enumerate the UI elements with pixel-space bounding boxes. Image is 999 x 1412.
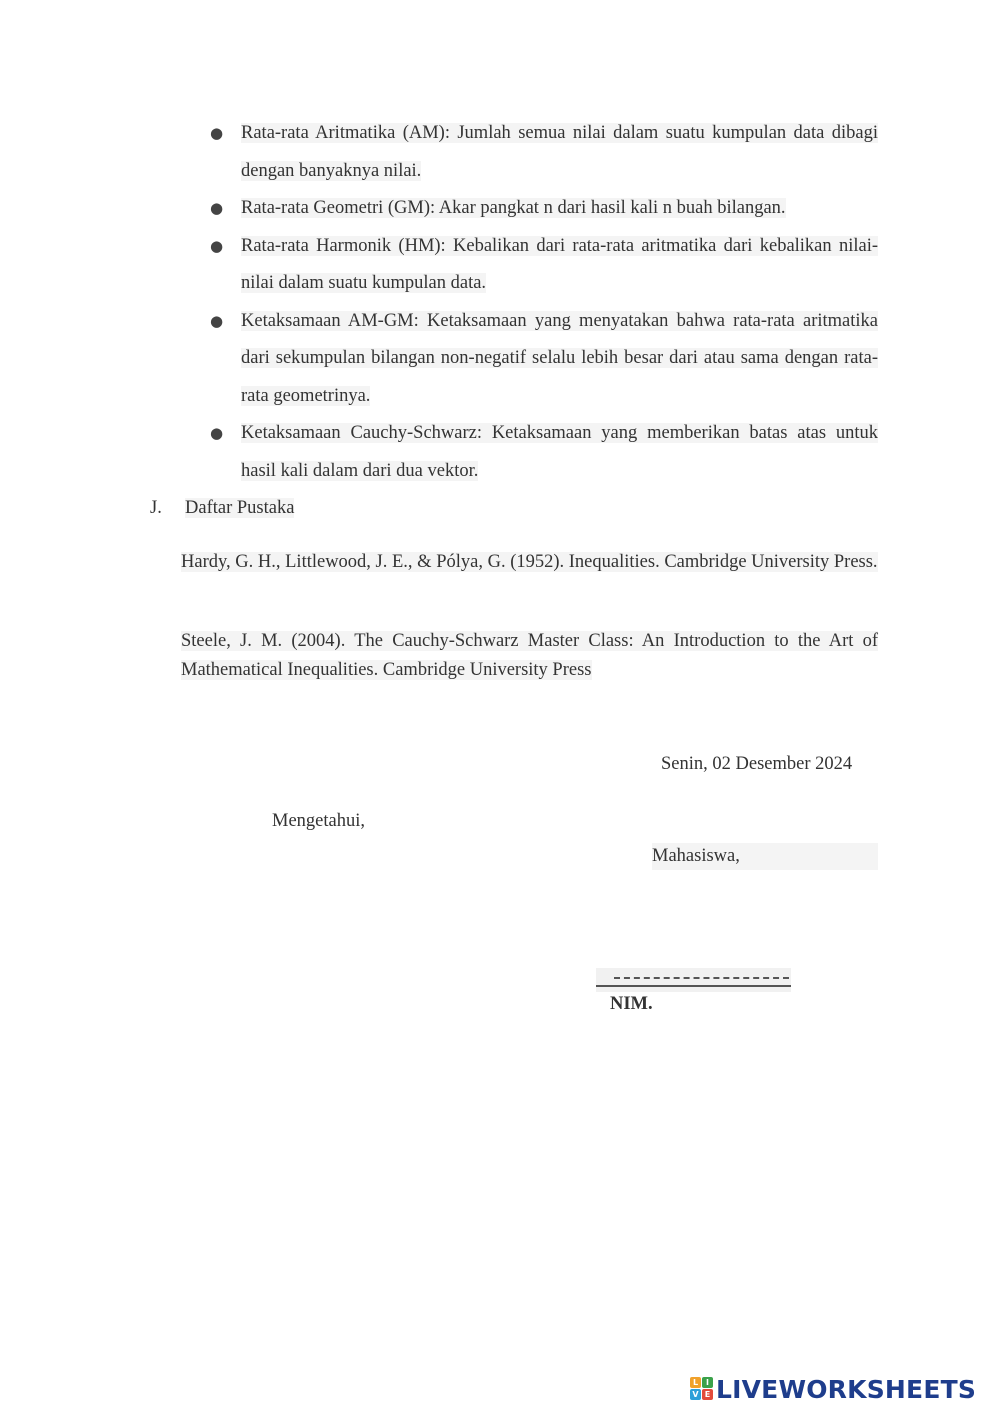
section-heading-daftar-pustaka [150, 498, 294, 519]
bullet-text: Ketaksamaan Cauchy-Schwarz: Ketaksamaan yang memberikan batas atas untuk hasil kali dalam dari dua vektor. [241, 423, 878, 481]
logo-letter-i: I [702, 1377, 713, 1388]
bullet-dot-icon: ● [210, 124, 224, 142]
reference-steele [181, 627, 878, 685]
bullet-list [210, 115, 878, 490]
reference-hardy [181, 548, 878, 577]
bullet-item-cauchy-schwarz [210, 415, 878, 490]
bullet-item-am-gm [210, 303, 878, 416]
bullet-dot-icon: ● [210, 424, 224, 442]
bullet-text: Ketaksamaan AM-GM: Ketaksamaan yang menyatakan bahwa rata-rata aritmatika dari sekumpulan bilangan non-negatif selalu lebih besar dari atau sama dengan rata-rata geometrinya. [241, 310, 878, 406]
liveworksheets-logo-icon [690, 1377, 713, 1401]
mengetahui-label: Mengetahui, [272, 811, 365, 831]
signature-date: Senin, 02 Desember 2024 [661, 754, 853, 774]
nim-label: NIM. [610, 994, 653, 1014]
logo-letter-l: L [690, 1377, 701, 1388]
bullet-text: Rata-rata Aritmatika (AM): Jumlah semua nilai dalam suatu kumpulan data dibagi dengan banyaknya nilai. [241, 123, 878, 181]
bullet-text: Rata-rata Geometri (GM): Akar pangkat n dari hasil kali n buah bilangan. [241, 198, 786, 218]
bullet-dot-icon: ● [210, 199, 224, 217]
reference-text: Hardy, G. H., Littlewood, J. E., & Pólya, G. (1952). Inequalities. Cambridge University Press. [181, 552, 878, 572]
mahasiswa-label: Mahasiswa, [652, 843, 878, 870]
signature-dashed-line [614, 977, 789, 979]
section-title: Daftar Pustaka [185, 498, 295, 518]
liveworksheets-logo[interactable] [690, 1374, 976, 1404]
logo-letter-v: V [690, 1389, 701, 1400]
section-number: J. [150, 498, 162, 518]
logo-letter-e: E [702, 1389, 713, 1400]
signature-line [596, 968, 791, 992]
liveworksheets-logo-text: LIVEWORKSHEETS [716, 1374, 977, 1404]
bullet-item-hm [210, 228, 878, 303]
bullet-dot-icon: ● [210, 236, 224, 255]
bullet-item-am [210, 115, 878, 190]
reference-text: Steele, J. M. (2004). The Cauchy-Schwarz Master Class: An Introduction to the Art of Mathematical Inequalities. Cambridge University Press [181, 631, 878, 680]
bullet-text: Rata-rata Harmonik (HM): Kebalikan dari rata-rata aritmatika dari kebalikan nilai-nilai dalam suatu kumpulan data. [241, 235, 878, 293]
bullet-item-gm [210, 190, 878, 228]
signature-solid-line [596, 985, 791, 987]
bullet-dot-icon: ● [210, 311, 224, 330]
